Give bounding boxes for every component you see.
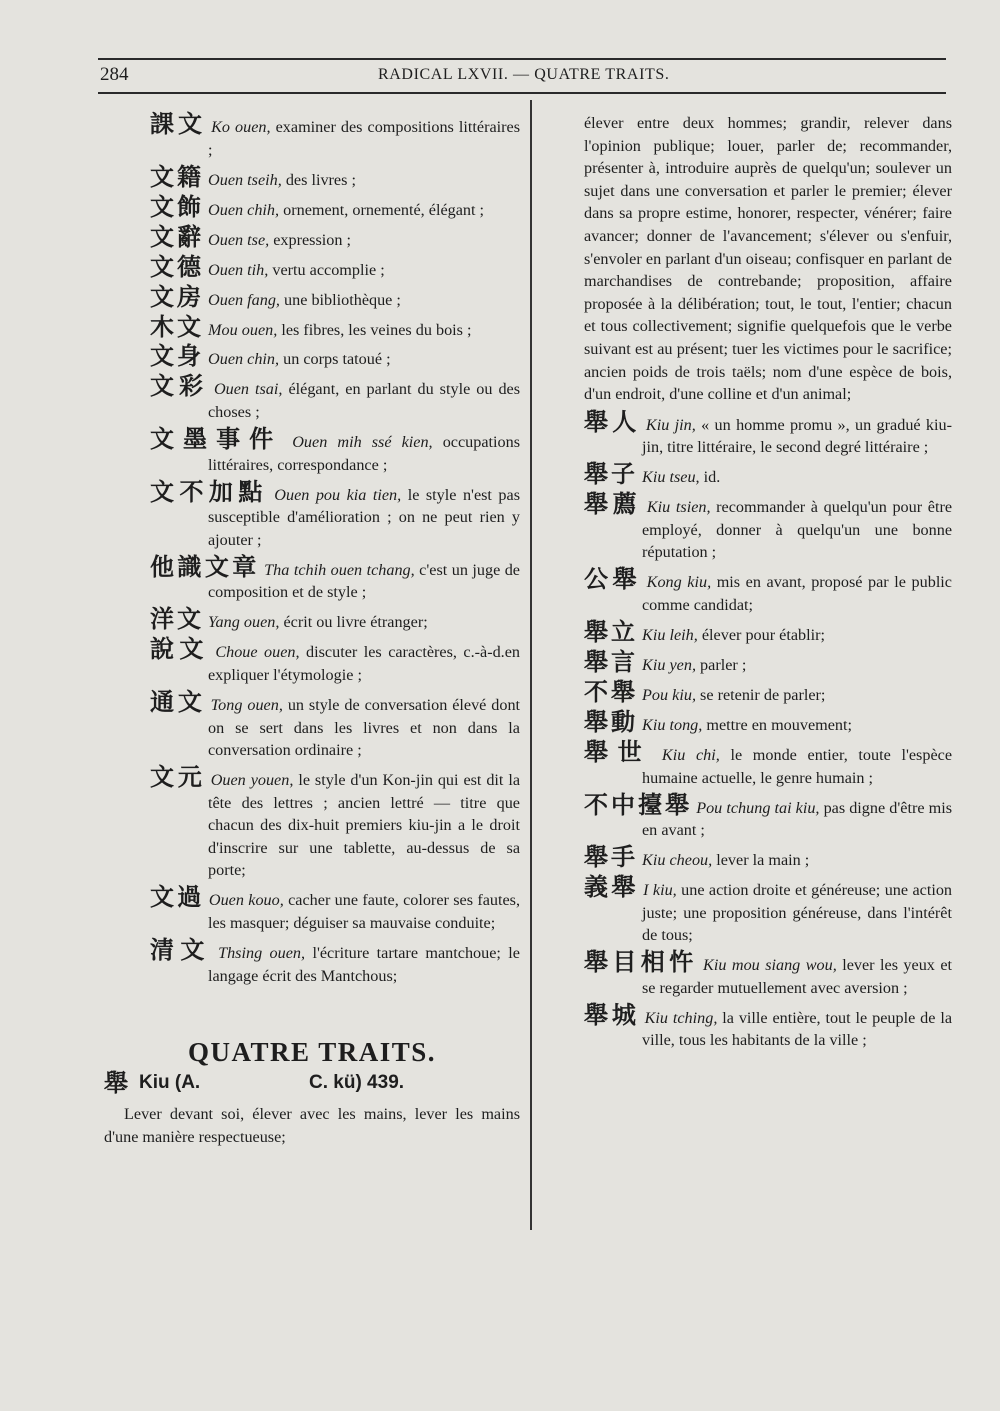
entry-characters: 通文 <box>150 687 206 716</box>
right-intro-paragraph: élever entre deux hommes; grandir, relever dans l'opinion publique; louer, parler de; recommander, présenter à, introduire auprès de quelqu'un; soulever un sujet dans une conversation et parler le premier; élever dans sa propre estime, honorer, respecter, vénérer; faire avancer; donner de l'avancement; s'élever ou s'enfuir, s'envoler en parlant d'un oiseau; confisquer en parlant de marchandises de contrebande; proposition, affaire proposée à la délibération; tout, le tout, l'entier; chacun et tous collectivement; signifie quelquefois que le verbe suivant est au présent; tuer les victimes pour le sacrifice; ancien poids de trois taëls; nom d'une espèce de bois, d'un endroit, d'une colline et d'un animal; <box>584 114 952 404</box>
dictionary-entry <box>584 790 952 842</box>
entry-definition: lever les yeux et se regarder mutuellement avec aversion ; <box>642 956 953 997</box>
entry-definition: parler ; <box>700 656 747 675</box>
entry-characters: 清文 <box>150 936 211 965</box>
entry-definition: expression ; <box>273 230 352 249</box>
dictionary-entry <box>150 252 520 282</box>
entry-characters: 文辭 <box>150 222 204 251</box>
radical-heading <box>104 1069 520 1098</box>
page-header <box>98 58 946 94</box>
entry-definition: examiner des compositions littéraires ; <box>208 118 521 159</box>
entry-definition: mis en avant, proposé par le public comme candidat; <box>642 573 952 615</box>
entry-romanization: Tha tchih ouen tchang, <box>264 560 415 579</box>
dictionary-entry <box>584 737 953 789</box>
dictionary-entry <box>150 687 521 762</box>
entry-definition: un corps tatoué ; <box>283 350 391 369</box>
dictionary-entry <box>584 680 952 707</box>
entry-characters: 文彩 <box>150 372 208 401</box>
dictionary-entry <box>584 950 952 999</box>
entry-characters: 文房 <box>150 282 204 311</box>
column-divider <box>530 100 532 1230</box>
radical-reading-a: Kiu (A. <box>139 1071 201 1093</box>
entry-romanization: Kiu leih, <box>642 626 698 645</box>
entry-romanization: Kiu tseu, <box>642 468 700 487</box>
entry-romanization: Mou ouen, <box>208 320 278 339</box>
entry-romanization: Kiu yen, <box>642 656 696 675</box>
entry-romanization: Kiu tong, <box>642 715 703 734</box>
entry-romanization: Thsing ouen, <box>218 944 306 963</box>
dictionary-entry <box>584 462 952 489</box>
entry-characters: 文墨事件 <box>150 425 283 454</box>
entry-characters: 文過 <box>150 883 205 912</box>
entry-characters: 舉世 <box>584 737 652 766</box>
dictionary-entry <box>584 407 953 459</box>
entry-characters: 舉言 <box>584 648 638 677</box>
entry-romanization: Ouen fang, <box>208 290 280 309</box>
entry-definition: ornement, ornementé, élégant ; <box>283 200 485 219</box>
dictionary-entry <box>150 427 520 476</box>
entry-romanization: I kiu, <box>643 881 677 900</box>
dictionary-entry <box>150 885 520 934</box>
entry-characters: 不中擡舉 <box>584 790 693 819</box>
entry-romanization: Kiu tching, <box>644 1008 718 1027</box>
dictionary-entry <box>150 282 520 312</box>
left-entry-list <box>150 112 520 987</box>
dictionary-entry <box>584 650 952 677</box>
entry-romanization: Pou kiu, <box>642 686 696 704</box>
entry-characters: 舉薦 <box>584 490 642 519</box>
entry-romanization: Ouen kouo, <box>208 891 284 910</box>
entry-romanization: Ko ouen, <box>211 118 271 136</box>
entry-definition: vertu accomplie ; <box>272 260 385 279</box>
entry-characters: 說文 <box>150 635 209 664</box>
page-number: 284 <box>100 64 129 85</box>
entry-characters: 文元 <box>150 763 206 792</box>
entry-definition: se retenir de parler; <box>700 686 826 704</box>
entry-definition: recommander à quelqu'un pour être employé, donner à quelqu'un une bonne réputation ; <box>642 498 953 562</box>
entry-characters: 舉目相忤 <box>584 948 698 977</box>
entry-romanization: Ouen tseih, <box>208 170 282 189</box>
dictionary-entry <box>584 845 952 872</box>
entry-romanization: Ouen mih ssé kien, <box>292 433 433 452</box>
entry-characters: 公舉 <box>584 565 642 594</box>
entry-romanization: Ouen tsai, <box>213 380 283 399</box>
dictionary-entry <box>584 1000 952 1052</box>
running-title: RADICAL LXVII. — QUATRE TRAITS. <box>378 66 670 83</box>
entry-romanization: Kiu cheou, <box>642 851 713 870</box>
dictionary-entry <box>150 637 520 686</box>
right-column <box>584 112 952 1055</box>
entry-romanization: Ouen chih, <box>208 200 280 219</box>
entry-definition: une bibliothèque ; <box>284 290 401 309</box>
dictionary-entry <box>150 312 520 342</box>
entry-characters: 舉立 <box>584 618 638 647</box>
entry-definition: le style d'un Kon-jin qui est dit la tête des lettres ; ancien lettré — titre que chacun des dix-huit premiers kiu-jin a le droit d'inscrire sur une tablette, au-dessus de sa porte; <box>208 771 521 880</box>
entry-romanization: Ouen youen, <box>210 771 294 790</box>
dictionary-entry <box>150 765 520 882</box>
dictionary-entry <box>584 707 952 737</box>
entry-romanization: Yang ouen, <box>208 613 280 632</box>
entry-characters: 舉手 <box>584 843 638 872</box>
entry-characters: 舉子 <box>584 460 638 489</box>
section-title: QUATRE TRAITS. <box>188 1037 437 1068</box>
left-column <box>104 110 521 1148</box>
entry-romanization: Kiu chi, <box>661 745 720 764</box>
entry-definition: pas digne d'être mis en avant ; <box>642 798 952 840</box>
entry-romanization: Ouen chin, <box>208 350 280 369</box>
entry-definition: la ville entière, tout le peuple de la ville, tous les habitants de la ville ; <box>642 1008 952 1050</box>
dictionary-entry <box>584 567 952 616</box>
entry-characters: 文德 <box>150 252 204 281</box>
entry-definition: des livres ; <box>285 170 356 189</box>
dictionary-entry <box>150 374 520 423</box>
entry-definition: lever la main ; <box>716 851 810 870</box>
right-entry-list <box>584 407 953 1052</box>
entry-romanization: Pou tchung tai kiu, <box>696 798 820 817</box>
entry-characters: 舉人 <box>584 407 641 436</box>
entry-romanization: Kiu tsien, <box>646 498 711 517</box>
entry-characters: 文不加點 <box>150 477 268 506</box>
entry-definition: l'écriture tartare mantchoue; le langage écrit des Mantchous; <box>208 944 520 985</box>
entry-characters: 洋文 <box>150 605 204 634</box>
entry-romanization: Tong ouen, <box>210 695 283 714</box>
entry-definition: cacher une faute, colorer ses fautes, les masquer; déguiser sa mauvaise conduite; <box>208 891 521 933</box>
entry-definition: « un homme promu », un gradué kiu-jin, titre littéraire, le second degré littéraire ; <box>642 415 953 457</box>
entry-definition: élégant, en parlant du style ou des choses ; <box>208 380 521 422</box>
entry-characters: 他識文章 <box>150 552 260 581</box>
entry-definition: occupations littéraires, correspondance ; <box>208 433 521 474</box>
dictionary-entry <box>150 162 520 192</box>
dictionary-entry <box>150 192 520 222</box>
entry-definition: c'est un juge de composition et de style ; <box>208 560 520 602</box>
radical-reading-c: C. kü) 439. <box>309 1071 405 1093</box>
dictionary-entry <box>150 607 520 634</box>
entry-definition: le monde entier, toute l'espèce humaine actuelle, le genre humain ; <box>642 745 953 787</box>
entry-definition: discuter les caractères, c.-à-d.en expliquer l'étymologie ; <box>208 643 521 684</box>
dictionary-entry <box>150 222 520 252</box>
entry-definition: une action droite et généreuse; une action juste; une proposition généreuse, dans l'intérêt de tous; <box>642 881 953 945</box>
entry-definition: élever pour établir; <box>701 626 826 645</box>
entry-characters: 不舉 <box>584 678 638 706</box>
entry-romanization: Ouen pou kia tien, <box>274 485 402 504</box>
entry-romanization: Choue ouen, <box>215 643 300 662</box>
dictionary-entry <box>150 552 520 604</box>
entry-characters: 文籍 <box>150 162 204 191</box>
entry-characters: 義舉 <box>584 873 639 902</box>
dictionary-entry <box>150 112 520 161</box>
entry-romanization: Ouen tih, <box>208 260 269 279</box>
section-intro: Lever devant soi, élever avec les mains, lever les mains d'une manière respectueuse; <box>104 1105 520 1146</box>
entry-characters: 木文 <box>150 312 204 341</box>
entry-romanization: Kiu mou siang wou, <box>703 956 837 975</box>
dictionary-entry <box>150 344 520 371</box>
entry-definition: un style de conversation élevé dont on se sert dans les livres et non dans la conversation ordinaire ; <box>208 695 521 760</box>
dictionary-entry <box>584 620 952 647</box>
dictionary-entry <box>150 938 520 987</box>
entry-characters: 舉城 <box>584 1000 640 1029</box>
entry-characters: 課文 <box>150 110 207 138</box>
entry-definition: id. <box>703 468 721 487</box>
entry-characters: 舉動 <box>584 707 638 736</box>
entry-characters: 文身 <box>150 342 204 371</box>
dictionary-entry <box>584 492 952 564</box>
entry-definition: écrit ou livre étranger; <box>283 613 428 632</box>
entry-romanization: Ouen tse, <box>208 230 270 249</box>
dictionary-entry <box>584 875 952 947</box>
entry-romanization: Kong kiu, <box>646 573 712 592</box>
entry-definition: le style n'est pas susceptible d'amélioration ; on ne peut rien y ajouter ; <box>208 485 521 549</box>
radical-character: 舉 <box>104 1069 131 1098</box>
dictionary-entry <box>150 477 521 552</box>
entry-definition: les fibres, les veines du bois ; <box>281 320 472 339</box>
entry-romanization: Kiu jin, <box>645 415 696 434</box>
entry-definition: mettre en mouvement; <box>706 715 852 734</box>
entry-characters: 文飾 <box>150 192 204 221</box>
